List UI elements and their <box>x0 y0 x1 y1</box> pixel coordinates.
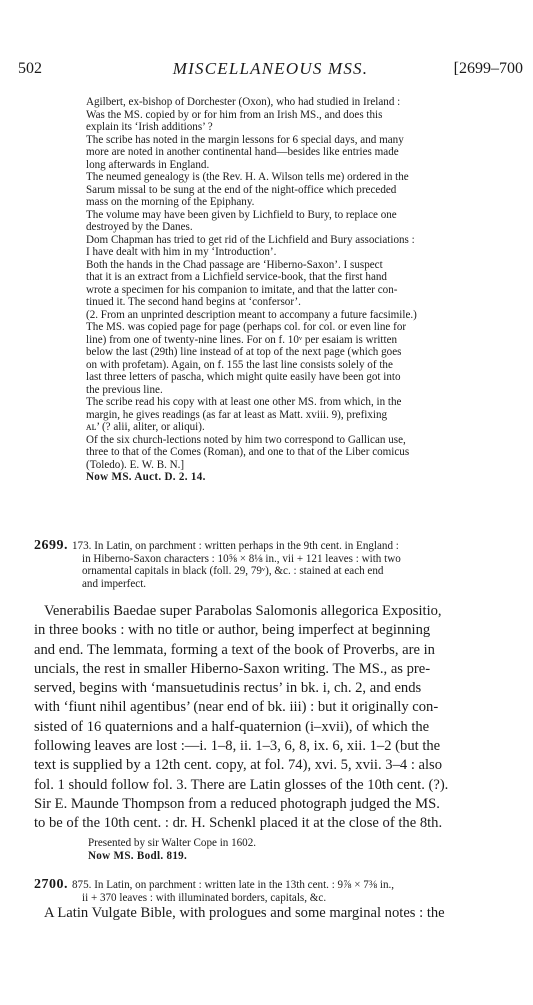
body-line: sisted of 16 quaternions and a half-quaternion (i–xvii), of which the <box>34 718 430 735</box>
entry-heading-text: 875. In Latin, on parchment : written late in the 13th cent. : 9⅞ × 7⅜ in., <box>72 879 395 891</box>
body-line: Venerabilis Baedae super Parabolas Salomonis allegorica Expositio, <box>44 603 442 619</box>
note-line: Sarum missal to be sung at the end of the night-office which preceded <box>86 183 397 196</box>
page-number: 502 <box>18 60 42 77</box>
note-line: The scribe has noted in the margin lessons for 6 special days, and many <box>86 133 404 146</box>
note-line: Dom Chapman has tried to get rid of the Lichfield and Bury associations : <box>86 233 415 246</box>
note-line: ᴀʟ’ (? alii, aliter, or aliqui). <box>86 421 205 433</box>
entry-heading-line: ii + 370 leaves : with illuminated borders, capitals, &c. <box>82 891 327 904</box>
note-line: below the last (29th) line instead of at top of the next page (which goes <box>86 346 402 358</box>
shelfmark: Now MS. Bodl. 819. <box>88 849 188 862</box>
entry-2699-heading <box>34 540 524 590</box>
entry-heading-line <box>34 879 524 892</box>
body-line: Sir E. Maunde Thompson from a reduced photograph judged the MS. <box>34 795 440 812</box>
note-line: (2. From an unprinted description meant to accompany a future facsimile.) <box>86 308 417 321</box>
body-line: and end. The lemmata, forming a text of the book of Proverbs, are in <box>34 641 435 658</box>
note-line: wrote a specimen for his companion to imitate, and that the latter con- <box>86 283 398 296</box>
note-line: Of the six church-lections noted by him two correspond to Gallican use, <box>86 433 406 446</box>
note-paragraph <box>86 321 518 396</box>
body-line: to be of the 10th cent. : dr. H. Schenkl placed it at the close of the 8th. <box>34 815 443 832</box>
body-line: A Latin Vulgate Bible, with prologues and some marginal notes : the <box>44 905 445 921</box>
entry-range: [2699–700 <box>453 60 523 77</box>
note-paragraph <box>86 309 518 322</box>
entry-heading-line: in Hiberno-Saxon characters : 10⅝ × 8⅛ in., vii + 121 leaves : with two <box>82 552 401 565</box>
page-title: MISCELLANEOUS MSS. <box>172 59 369 78</box>
note-line: The volume may have been given by Lichfield to Bury, to replace one <box>86 208 397 221</box>
body-line: served, begins with ‘mansuetudinis rectus’ in bk. i, ch. 2, and ends <box>34 680 422 697</box>
notes-block <box>86 96 518 484</box>
entry-number: 2700. <box>34 877 72 892</box>
entry-heading-text: 173. In Latin, on parchment : written perhaps in the 9th cent. in England : <box>72 540 399 552</box>
note-line: mass on the morning of the Epiphany. <box>86 196 255 208</box>
entry-heading-line: ornamental capitals in black (foll. 29, 79ᵛ), &c. : stained at each end <box>82 565 384 577</box>
body-line: uncials, the rest in smaller Hiberno-Saxon writing. The MS., as pre- <box>34 660 431 677</box>
note-line: destroyed by the Danes. <box>86 221 193 233</box>
body-line: in three books : with no title or author, being imperfect at beginning <box>34 622 431 639</box>
note-line: that it is an extract from a Lichfield service-book, that the first hand <box>86 271 387 283</box>
note-line: line) from one of twenty-nine lines. For on f. 10ᵛ per esaiam is written <box>86 333 398 346</box>
presented-note: Presented by sir Walter Cope in 1602. <box>88 837 257 849</box>
note-line: Both the hands in the Chad passage are ‘Hiberno-Saxon’. I suspect <box>86 258 383 271</box>
note-line: long afterwards in England. <box>86 158 210 171</box>
entry-2699-provenance <box>88 837 256 862</box>
note-line: The scribe read his copy with at least one other MS. from which, in the <box>86 396 402 408</box>
body-line: following leaves are lost :—i. 1–8, ii. 1–3, 6, 8, ix. 6, xii. 1–2 (but the <box>34 738 441 755</box>
note-paragraph <box>86 134 518 172</box>
note-line: tinued it. The second hand begins at ‘confersor’. <box>86 296 301 308</box>
note-line: The neumed genealogy is (the Rev. H. A. Wilson tells me) ordered in the <box>86 171 409 183</box>
note-line: more are noted in another continental hand—besides like entries made <box>86 146 399 158</box>
note-paragraph <box>86 209 518 234</box>
note-paragraph <box>86 396 518 434</box>
body-line: with ‘fiunt nihil agentibus’ (near end of bk. iii) : but it originally con- <box>34 699 439 716</box>
body-line: fol. 1 should follow fol. 3. There are Latin glosses of the 10th cent. (?). <box>34 776 449 793</box>
note-line: margin, he gives readings (as far at least as Matt. xviii. 9), prefixing <box>86 408 388 421</box>
note-paragraph <box>86 434 518 472</box>
shelfmark <box>86 471 518 484</box>
entry-2700-body <box>34 904 524 923</box>
body-line: text is supplied by a 12th cent. copy, at fol. 74), xvi. 5, xvii. 3–4 : also <box>34 757 443 774</box>
entry-number: 2699. <box>34 538 72 553</box>
note-line: on with profetam). Again, on f. 155 the last line consists solely of the <box>86 358 393 371</box>
note-paragraph <box>86 96 518 134</box>
note-line: explain its ‘Irish additions’ ? <box>86 121 213 133</box>
note-line: the previous line. <box>86 383 163 396</box>
note-line: Agilbert, ex-bishop of Dorchester (Oxon), who had studied in Ireland : <box>86 96 401 108</box>
entry-2699-body <box>34 602 524 834</box>
note-line: I have dealt with him in my ‘Introduction’. <box>86 246 277 258</box>
note-paragraph <box>86 234 518 259</box>
note-line: The MS. was copied page for page (perhaps col. for col. or even line for <box>86 321 407 333</box>
note-paragraph <box>86 259 518 309</box>
note-line: last three letters of pascha, which might quite easily have been got into <box>86 371 401 383</box>
running-header <box>18 60 523 82</box>
entry-2700-heading <box>34 879 524 904</box>
entry-heading-line <box>34 540 524 553</box>
note-paragraph <box>86 171 518 209</box>
note-line: Was the MS. copied by or for him from an Irish MS., and does this <box>86 108 383 121</box>
shelfmark-text: Now MS. Auct. D. 2. 14. <box>86 471 206 483</box>
note-line: (Toledo). E. W. B. N.] <box>86 458 185 471</box>
entry-heading-line: and imperfect. <box>82 577 147 590</box>
note-line: three to that of the Comes (Roman), and one to that of the Liber comicus <box>86 446 410 458</box>
